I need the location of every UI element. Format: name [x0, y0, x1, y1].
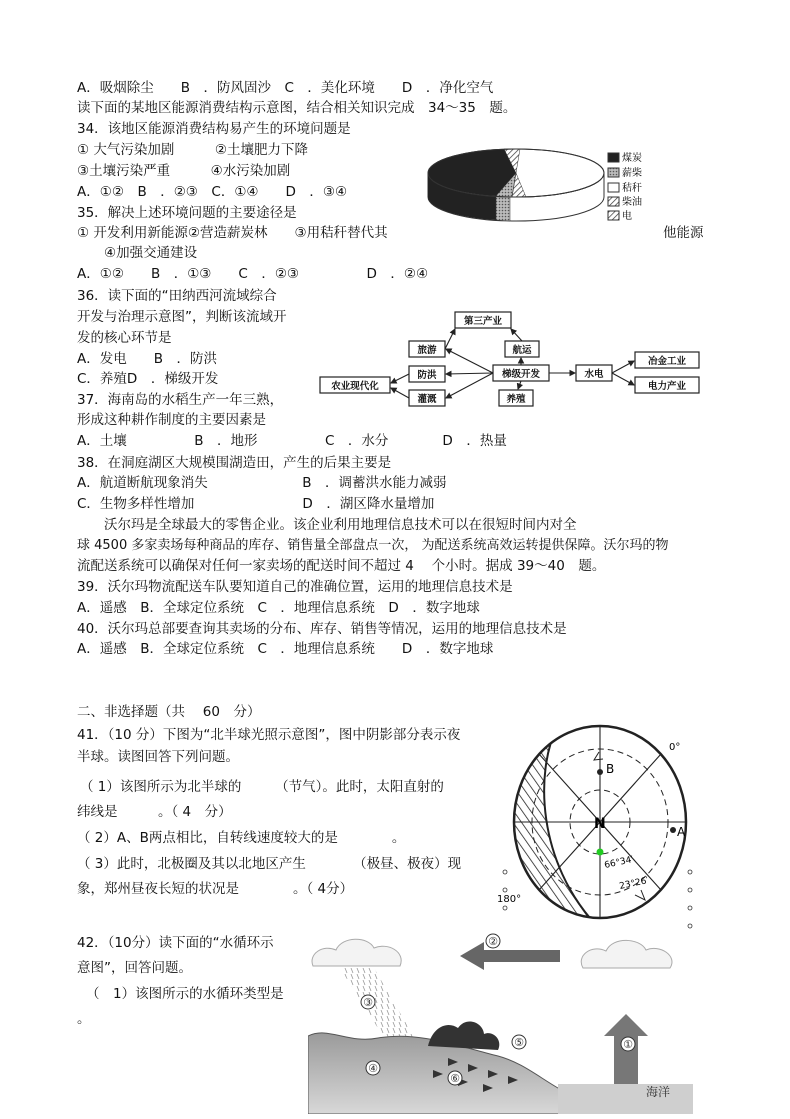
label-tourism: 旅游: [417, 345, 437, 356]
forest: [428, 1021, 499, 1050]
tva-flow-diagram: [315, 305, 710, 410]
label-a: A: [677, 825, 686, 839]
q35-options: A．①② B ．①③ C ．②③ D ．②④: [77, 266, 429, 282]
q34-items-1: ① 大气污染加剧 ②土壤肥力下降: [77, 142, 308, 158]
q39-options: A．遥感 B．全球定位系统 C ．地理信息系统 D ．数字地球: [77, 600, 480, 616]
q39-stem: 39．沃尔玛物流配送车队要知道自己的准确位置，运用的地理信息技术是: [77, 579, 513, 595]
label-agri: 农业现代化: [331, 381, 379, 392]
q35-stem: 35．解决上述环境问题的主要途径是: [77, 205, 297, 221]
label-flood: 防洪: [417, 370, 437, 381]
pie-side-firewood: [496, 196, 510, 221]
q41-part1-b: 纬线是 。（ 4 分）: [77, 804, 232, 820]
q42-stem-b: 意图”，回答问题。: [77, 960, 192, 976]
label-north-pole: N: [594, 816, 606, 832]
q34-stem: 34．该地区能源消费结构易产生的环境问题是: [77, 121, 351, 137]
label-3: ③: [363, 996, 373, 1009]
green-marker: [597, 849, 604, 856]
q42-stem-a: 42．（10分）读下面的“水循环示: [77, 935, 274, 951]
point-a: [670, 827, 676, 833]
q37-options: A．土壤 B ．地形 C ．水分 D ．热量: [77, 433, 507, 449]
label-arctic-lat: 66°34′: [603, 855, 635, 871]
q41-part2: （ 2）A、B两点相比，自转线速度较大的是 。: [77, 830, 406, 846]
cloud-left: [312, 939, 401, 966]
q38-stem: 38．在洞庭湖区大规模围湖造田，产生的后果主要是: [77, 455, 392, 471]
label-lon-0: 0°: [669, 742, 681, 753]
q36-stem-a: 36．读下面的“田纳西河流域综合: [77, 288, 277, 304]
label-6: ⑥: [450, 1072, 460, 1085]
label-ocean: 海洋: [645, 1085, 671, 1099]
legend-diesel: 柴油: [622, 197, 642, 208]
q41-part1-a: （ 1）该图所示为北半球的 （节气）。此时，太阳直射的: [80, 779, 444, 795]
section-2-heading: 二、非选择题（共 60 分）: [77, 704, 261, 720]
walmart-text-1: 沃尔玛是全球最大的零售企业。该企业利用地理信息技术可以在很短时间内对全: [104, 517, 577, 533]
q41-stem-b: 半球。读图回答下列问题。: [77, 749, 239, 765]
q42-part1-a: （ 1）该图所示的水循环类型是: [86, 986, 284, 1002]
label-4: ④: [368, 1062, 378, 1075]
label-b: B: [606, 762, 615, 776]
q41-stem-a: 41．（10 分）下图为“北半球光照示意图”，图中阴影部分表示夜: [77, 727, 461, 743]
pie-legend: [608, 151, 642, 222]
label-5: ⑤: [514, 1036, 524, 1049]
label-1: ①: [623, 1038, 633, 1051]
q37-stem-a: 37．海南岛的水稻生产一年三熟，: [77, 392, 284, 408]
label-tertiary: 第三产业: [463, 316, 503, 327]
legend-coal: 煤炭: [622, 153, 642, 164]
q42-part1-b: 。: [77, 1011, 91, 1027]
ocean: [558, 1084, 693, 1114]
label-irrigation: 灌溉: [417, 394, 437, 405]
label-metallurgy: 冶金工业: [647, 356, 687, 367]
q36-options-2: C．养殖D ．梯级开发: [77, 371, 219, 387]
rain-area: [340, 968, 418, 1044]
energy-pie-chart: [420, 140, 660, 230]
q36-stem-b: 开发与治理示意图”，判断该流域开: [77, 309, 287, 325]
label-shipping: 航运: [512, 345, 532, 356]
label-aquaculture: 养殖: [506, 394, 526, 405]
label-lon-180: 180°: [497, 894, 522, 905]
flow-arrows: [391, 329, 634, 398]
q36-options-1: A．发电 B ．防洪: [77, 351, 217, 367]
point-b: [597, 769, 603, 775]
wind-arrow: [460, 942, 560, 970]
northern-hemisphere-globe: [495, 712, 705, 930]
q38-options-2: C．生物多样性增加 D ．湖区降水量增加: [77, 496, 435, 512]
label-cascade: 梯级开发: [501, 369, 541, 380]
q36-stem-c: 发的核心环节是: [77, 330, 172, 346]
label-hydro: 水电: [584, 369, 604, 380]
q34-options: A．①② B ．②③ C．①④ D ．③④: [77, 184, 348, 200]
legend-firewood: 薪柴: [622, 168, 642, 179]
q41-part3-a: （ 3）此时，北极圈及其以北地区产生 （极昼、极夜）现: [77, 856, 462, 872]
q35-items-2: ④加强交通建设: [104, 245, 198, 261]
q38-options-1: A．航道断航现象消失 B ．调蓄洪水能力减弱: [77, 475, 447, 491]
q35-items-1-tail: 他能源: [663, 225, 704, 241]
q40-options: A．遥感 B．全球定位系统 C ．地理信息系统 D ．数字地球: [77, 641, 494, 657]
legend-electric: 电: [622, 211, 632, 222]
cloud-right: [581, 940, 672, 968]
walmart-text-2: 球 4500 多家卖场每种商品的库存、销售量全部盘点一次， 为配送系统高效运转提供保障。沃尔玛的物: [77, 538, 669, 553]
label-2: ②: [488, 935, 498, 948]
label-tropic-lat: 23°26′: [618, 876, 650, 892]
q33-options: A．吸烟除尘 B ．防风固沙 C ．美化环境 D ．净化空气: [77, 80, 494, 96]
q41-part3-b: 象，郑州昼夜长短的状况是 。（ 4分）: [77, 881, 354, 897]
label-power: 电力产业: [647, 381, 687, 392]
q40-stem: 40．沃尔玛总部要查询其卖场的分布、库存、销售等情况，运用的地理信息技术是: [77, 621, 567, 637]
q37-stem-b: 形成这种耕作制度的主要因素是: [77, 412, 266, 428]
legend-straw: 秸秆: [622, 183, 642, 194]
walmart-text-3: 流配送系统可以确保对任何一家卖场的配送时间不超过 4 个小时。据成 39～40 题。: [77, 558, 606, 574]
intro-34-35: 读下面的某地区能源消费结构示意图，结合相关知识完成 34～35 题。: [77, 100, 517, 116]
water-cycle-diagram: [308, 926, 693, 1114]
q34-items-2: ③土壤污染严重 ④水污染加剧: [77, 163, 291, 179]
q35-items-1: ① 开发利用新能源②营造薪炭林 ③用秸秆替代其: [77, 225, 388, 241]
